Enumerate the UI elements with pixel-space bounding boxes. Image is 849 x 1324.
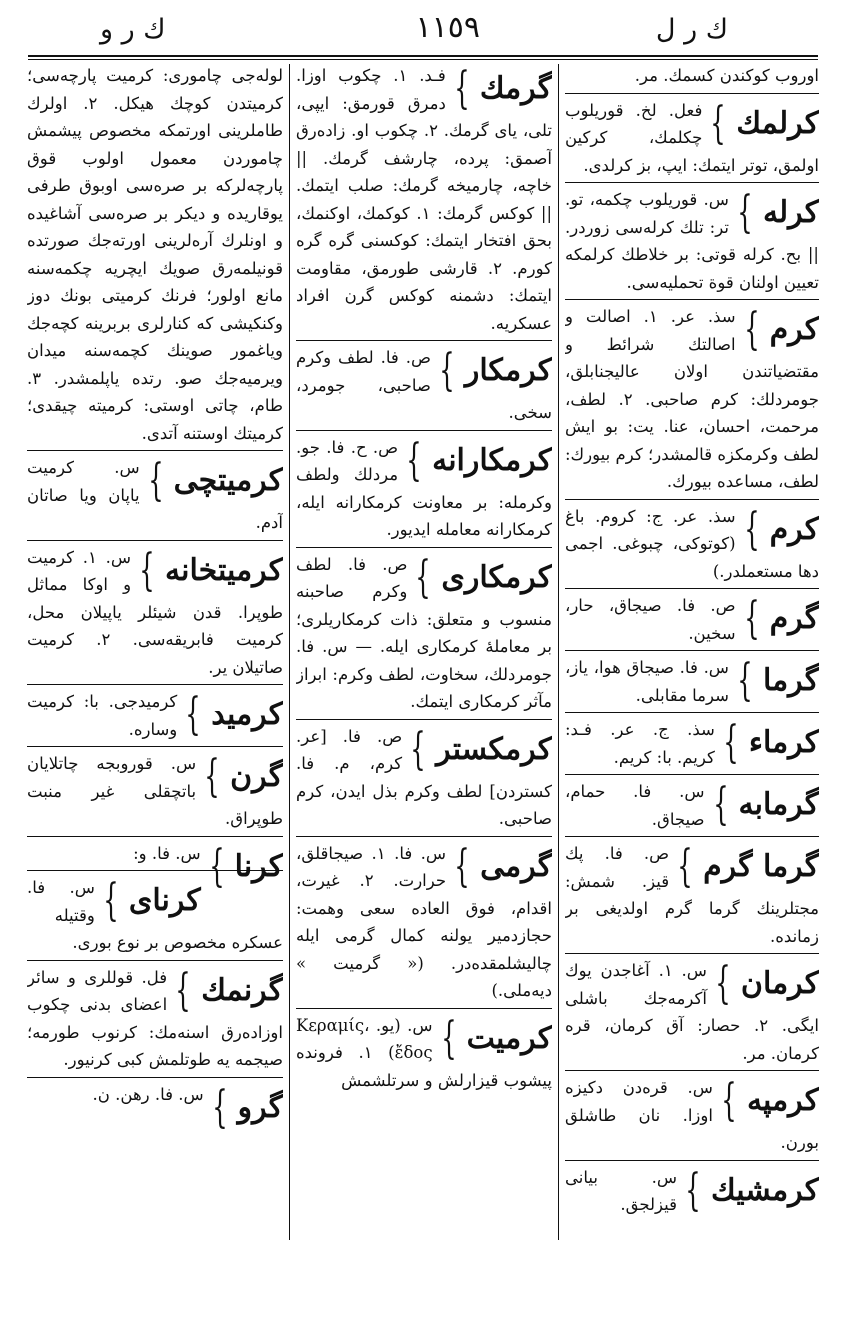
entry-definition: س. فا. رهن. ن. (92, 1084, 204, 1104)
dictionary-entry (27, 540, 283, 682)
entry-divider (565, 712, 819, 713)
page-header (28, 0, 818, 56)
running-head-left: ك ر و (100, 14, 166, 45)
dictionary-entry (565, 499, 819, 586)
entry-divider (296, 836, 552, 837)
dictionary-entry (565, 182, 819, 296)
brace-glyph: } (175, 964, 191, 1016)
brace-glyph: } (712, 779, 729, 830)
entry-definition: ص. ح. فا. جو. مردلك ولطف وكرمله: بر معاونت كرمكارانه ايله، كرمكارانه معامله ايديور. (296, 437, 552, 539)
dictionary-entry (296, 430, 552, 544)
brace-glyph: } (211, 1081, 228, 1133)
entry-divider (27, 836, 283, 837)
entry-divider (565, 588, 819, 589)
entry-headword: گرن (230, 759, 283, 794)
dictionary-entry (565, 299, 819, 496)
column-separator (558, 64, 559, 1240)
brace-glyph: } (743, 593, 760, 644)
entry-divider (27, 960, 283, 961)
entry-divider (565, 774, 819, 775)
entry-divider (27, 1077, 283, 1078)
column-separator (289, 64, 290, 1240)
entry-headword: گرمى (480, 848, 552, 884)
dictionary-entry (27, 746, 283, 833)
entry-definition: س. قره‌دن دكيزه اوزا. نان طاشلق بورن. (565, 1078, 819, 1152)
dictionary-entry (565, 62, 819, 90)
column-right (565, 62, 819, 1242)
entry-headword: كرميتخانه (165, 552, 283, 588)
entry-headword: كرم (769, 312, 819, 347)
entry-divider (565, 182, 819, 183)
brace-glyph: } (743, 304, 760, 355)
entry-divider (27, 450, 283, 451)
entry-definition: فل. قوللرى و سائر اعضاى بدنى چكوب اوزاده‌رق اسنه‌مك: كرنوب طورمه؛ صيجمه يه طوتلمش كبى كرنيور. (27, 967, 283, 1069)
entry-definition: س. قوروبجه چاتلايان باتچقلى غير منبت طوپراق. (27, 754, 283, 828)
brace-glyph: } (723, 717, 739, 768)
brace-glyph: } (737, 655, 753, 706)
entry-headword: كرميد (211, 697, 283, 732)
brace-glyph: } (147, 455, 164, 506)
entry-definition: ص. فا. لطف وكرم صاحبى، جومرد، سخى. (296, 348, 552, 422)
entry-definition: س. قوريلوب چكمه، تو. تر: تلك كرله‌سى زوردر. || بح. كرله قوتى: بر خلاطك كرلمكه تعيين اولنان قوة تحمليه‌سى. (565, 190, 819, 292)
brace-glyph: } (743, 503, 760, 555)
entry-definition: س. فا. صيجاق هوا، ياز، سرما مقابلى. (565, 658, 729, 705)
brace-glyph: } (454, 63, 470, 114)
entry-divider (565, 836, 819, 837)
entry-divider (565, 650, 819, 651)
entry-definition: س. فا. ١. صيجاقلق، حرارت. ٢. غيرت، اقدام، فوق العاده سعى وهمت: حجازدمير يولنه كمال گرمى ايله چاليشلمقده‌در. (« گرميت » ديه‌ملى.) (296, 843, 552, 1000)
dictionary-entry (296, 62, 552, 337)
entry-headword: گرمابه (738, 787, 819, 822)
entry-definition: س. بيانى قيزلجق. (565, 1167, 677, 1214)
dictionary-entry (27, 62, 283, 447)
entry-definition: س. (يو. Κεραμίς، ἔδος) ١. فرونده پيشوب قيزارلش و سرتلشمش (296, 1015, 552, 1090)
brace-glyph: } (439, 345, 455, 396)
entry-divider (27, 540, 283, 541)
entry-headword: كرمكارى (441, 559, 552, 595)
entry-divider (565, 499, 819, 500)
entry-definition: س. ١. كرميت و اوكا مماثل طوپرا. قدن شيئلر ياپيلان محل، كرميت فابريقه‌سى. ٢. كرميت صاتيلان ير. (27, 547, 283, 677)
dictionary-entry (27, 1077, 283, 1133)
entry-definition: اوروب كوكندن كسمك. مر. (634, 66, 819, 85)
page-number: ١١٥٩ (415, 10, 480, 45)
entry-headword: كرمان (740, 966, 819, 1001)
entry-definition: س. كرميت ياپان ويا صاتان آدم. (27, 458, 283, 532)
entry-definition: ص. فا. پك قيز. شمش: مجتلرينك گرما گرم اولديغى بر زمانده. (565, 844, 819, 946)
entry-divider (565, 953, 819, 954)
entry-definition: لوله‌جى چامورى: كرميت پارچه‌سى؛ كرميتدن كوچك هيكل. ٢. اولرك طاملرينى اورتمكه مخصوص پيشمش چاموردن معمول اولوب قوق پارچه‌لركه بر صره‌سى اوبوق طرفى يوقاريده و ديكر بر صره‌سى آشاغيده و اونلرك آره‌لرينى اورته‌جك صورتده قونيلمه‌رق صويك ايچريه چكمه‌سنه مانع اولور؛ فرنك كرميتى بونك دوز وكنكيشى كه كنارلرى بربرينه كچه‌جك وياغمور صوينك كچمه‌سنه ميدان ويرميه‌جك صو. رتده ياپلمشدر. ٣. طام، چاتى اوستى: كرميته چيقدى؛ كرميتك اوستنه آتدى. (27, 66, 283, 443)
entry-definition: س. ١. آغاجدن يوك آكرمه‌جك باشلى ايگى. ٢. حصار: آق كرمان، قره كرمان. مر. (565, 961, 819, 1063)
dictionary-entry (565, 836, 819, 950)
entry-definition: س. فا. و: (133, 843, 201, 863)
brace-glyph: } (721, 1075, 737, 1126)
entry-divider (27, 746, 283, 747)
dictionary-entry (565, 588, 819, 647)
entry-divider (296, 719, 552, 720)
brace-glyph: } (715, 958, 731, 1009)
header-rule (28, 55, 818, 57)
dictionary-entry (27, 960, 283, 1074)
brace-glyph: } (103, 875, 119, 926)
dictionary-entry (565, 1070, 819, 1157)
brace-glyph: } (415, 551, 432, 603)
entry-definition: ص. فا. صيجاق، حار، سخين. (565, 596, 736, 643)
entry-divider (565, 299, 819, 300)
dictionary-entry (296, 340, 552, 427)
entry-headword: كرناى (128, 883, 201, 918)
brace-glyph: } (677, 841, 693, 892)
entry-headword: كرمشيك (710, 1172, 819, 1208)
dictionary-entry (565, 774, 819, 833)
entry-headword: گرما (762, 663, 819, 698)
dictionary-entry (565, 93, 819, 180)
dictionary-entry (565, 953, 819, 1067)
brace-glyph: } (406, 434, 422, 486)
entry-headword: كرماء (748, 725, 819, 760)
dictionary-entry (27, 836, 283, 892)
brace-glyph: } (454, 840, 470, 892)
dictionary-entry (296, 1008, 552, 1095)
entry-headword: كرمپه (746, 1083, 819, 1118)
dictionary-entry (296, 836, 552, 1005)
brace-glyph: } (440, 1012, 457, 1064)
entry-divider (565, 1070, 819, 1071)
header-rule-thin (28, 59, 818, 60)
dictionary-entry (27, 684, 283, 743)
entry-headword: كرنا (234, 848, 283, 884)
brace-glyph: } (208, 840, 225, 892)
dictionary-entry (296, 719, 552, 833)
dictionary-entry (27, 450, 283, 537)
entry-headword: كرلمك (736, 105, 819, 141)
dictionary-entry (565, 712, 819, 771)
entry-definition: فعل. لخ. قوريلوب چكلمك، كركين اولمق، توتر ايتمك: ايپ، بز كرلدى. (565, 100, 819, 175)
entry-definition: ص. فا. لطف وكرم صاحبنه منسوب و متعلق: ذات كرمكاريلرى؛ بر معاملهٔ كرمكارى ايله. — س. فا. جومردلك، سخاوت، لطف وكرم: ابراز مآثر كرمكارى ايتمك. (296, 554, 552, 711)
entry-divider (565, 93, 819, 94)
entry-headword: گرنمك (201, 972, 283, 1008)
entry-definition: سذ. عر. ج: كروم. باغ (كوتوكى، چبوغى. اجمى دها مستعملدر.) (565, 506, 819, 581)
brace-glyph: } (185, 689, 201, 740)
entry-headword: گرمك (479, 71, 552, 106)
brace-glyph: } (737, 187, 753, 238)
dictionary-entry (296, 547, 552, 716)
entry-definition: سذ. ج. عر. فـد: كريم. با: كريم. (565, 720, 715, 767)
entry-divider (296, 340, 552, 341)
column-middle (296, 62, 552, 1242)
brace-glyph: } (204, 751, 220, 802)
brace-glyph: } (410, 723, 426, 775)
entry-headword: كرم (769, 511, 819, 547)
entry-divider (565, 1160, 819, 1161)
brace-glyph: } (685, 1164, 701, 1216)
entry-definition: فـد. ١. چكوب اوزا. دمرق قورمق: ايپى، تلى، ياى گرمك. ٢. چكوب او. زاده‌رق آصمق: پرده، چارشف گرمك. || خاچه، چارميخه گرمك: صلب ايتمك. || كوكس گرمك: ١. كوكمك، اوكنمك، بحق افتخار ايتمك: كوكسنى گره گره كورم. ٢. قارشى طورمق، مقاومت ايتمك: دشمنه كوكس گرن افراد عسكريه. (296, 66, 552, 333)
column-left (27, 62, 283, 1242)
entry-headword: كرميت (466, 1020, 552, 1056)
dictionary-entry (565, 1160, 819, 1219)
entry-definition: سذ. عر. ١. اصالت و اصالتك شرائط و مقتضياتندن اولان عاليجنابلق، جومردلك: كرم صاحبى. ٢. لطف، مرحمت، احسان، عنا. يت: بو ايش لطف وكرمكزه قالمشدر؛ كرم بيورك: لطف، مساعده بيورك. (565, 307, 819, 491)
entry-headword: گرم (769, 601, 819, 636)
entry-divider (296, 547, 552, 548)
entry-definition: كرميدجى. با: كرميت وساره. (27, 692, 178, 739)
brace-glyph: } (710, 97, 727, 149)
entry-headword: كرمكستر (436, 731, 552, 767)
entry-headword: گرما گرم (703, 849, 819, 884)
entry-divider (296, 1008, 552, 1009)
entry-headword: كرمكار (464, 353, 552, 388)
entry-headword: كرميتچى (173, 463, 283, 498)
entry-definition: ص. فا. [عر. كرم، م. فا. كستردن] لطف وكرم بذل ايدن، كرم صاحبى. (296, 726, 552, 828)
entry-headword: كرله (762, 195, 819, 230)
running-head-right: ك ر ل (655, 14, 728, 45)
entry-headword: گرو (237, 1089, 283, 1125)
dictionary-entry (565, 650, 819, 709)
entry-divider (296, 430, 552, 431)
brace-glyph: } (139, 544, 155, 596)
entry-headword: كرمكارانه (432, 442, 552, 478)
entry-definition: س. فا. وقتيله عسكره مخصوص بر نوع بورى. (27, 878, 283, 952)
entry-definition: س. فا. حمام، صيجاق. (565, 782, 705, 829)
entry-divider (27, 684, 283, 685)
